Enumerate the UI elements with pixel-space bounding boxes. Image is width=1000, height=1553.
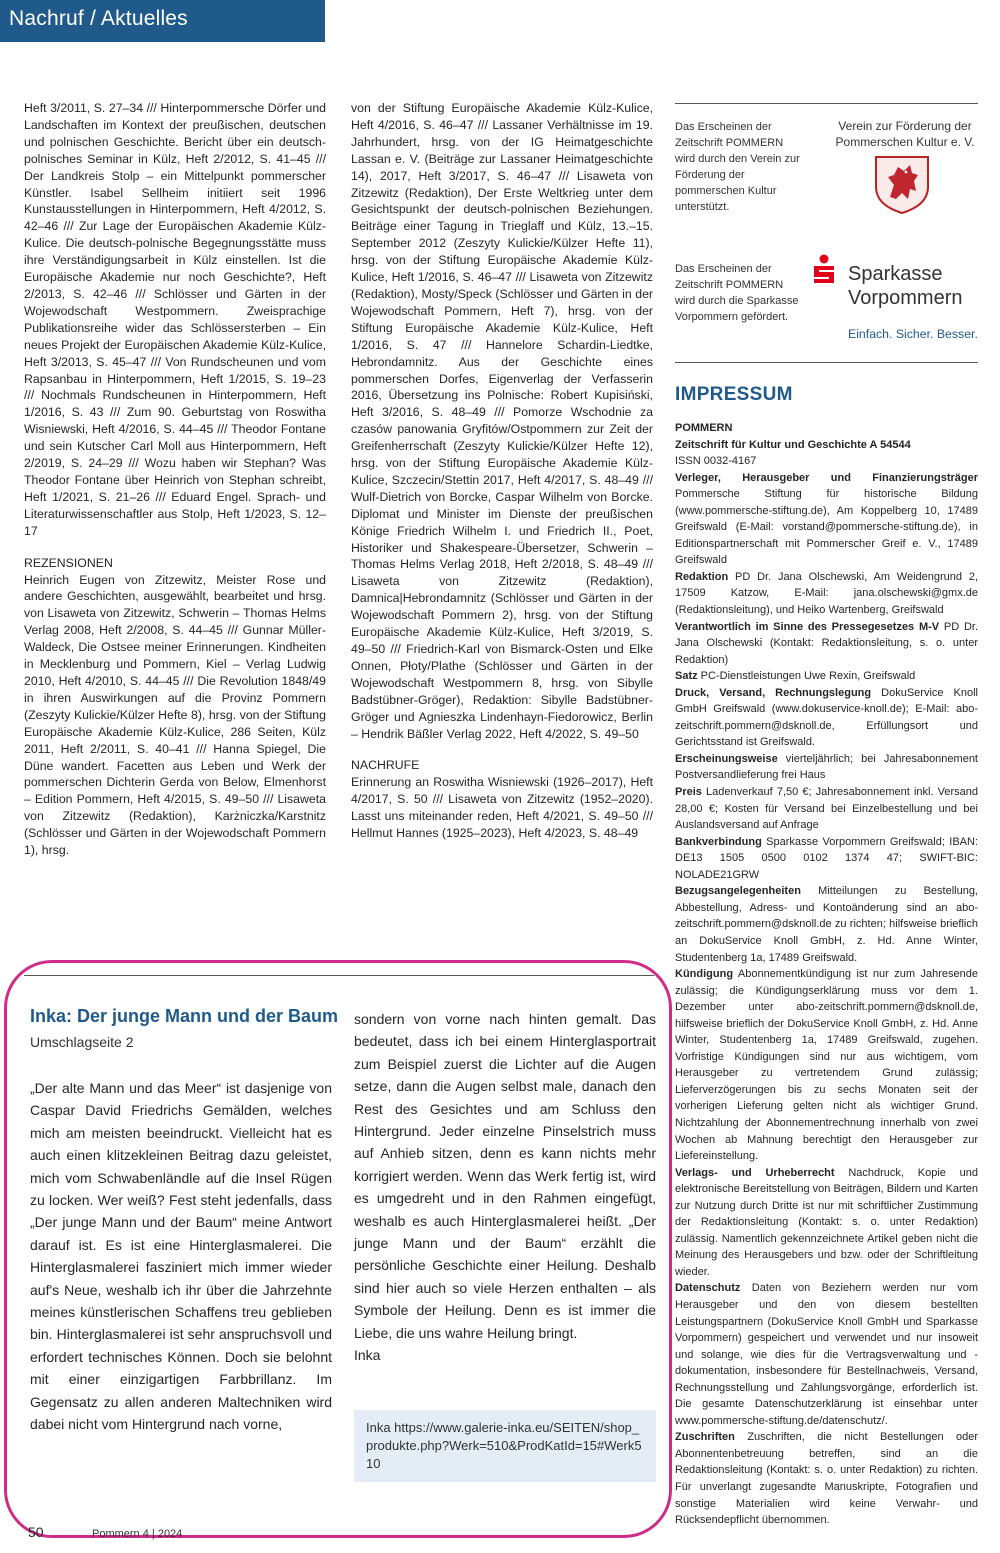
heading-nachrufe: NACHRUFE	[351, 758, 420, 773]
impressum-entry: Erscheinungsweise vierteljährlich; bei Jahresabonnement Postversandlieferung frei Haus	[675, 752, 978, 782]
sparkasse-logo-icon	[810, 254, 838, 284]
impressum-entry: Kündigung Abonnementkündigung ist nur zum Jahresende zulässig; die Kündigungserklärung muss vor dem 1. Dezember unter abo-zeitschrift.pommern@dsknoll.de, hilfsweise brieflich der DokuService Knoll GmbH, z. Hd. Anne Winter, Studentenberg 1a, 17489 Greifswald, zugehen. Vorfristige Kündigungen sind nur aus wichtigem, vom Herausgeber zu vertretendem Grund zulässig; Lieferverzögerungen bis zu sechs Monaten seit der vorherigen Lieferung gelten nicht als wichtiger Grund. Nichtzahlung der Abonnementrechnung innerhalb von zwei Wochen ab Mahnung berechtigt den Herausgeber zur Liefereinstellung.	[675, 968, 978, 1163]
bibliography-column-left	[24, 100, 326, 859]
gallery-link[interactable]: Inka https://www.galerie-inka.eu/SEITEN/shop_produkte.php?Werk=510&ProdKatId=15#Werk510	[366, 1420, 642, 1471]
verein-name: Verein zur Förderung der Pommerschen Kultur e. V.	[835, 119, 975, 149]
impressum-subtitle: Zeitschrift für Kultur und Geschichte A 54544	[675, 438, 911, 451]
impressum-entry: Redaktion PD Dr. Jana Olschewski, Am Weidengrund 2, 17509 Katzow, E-Mail: jana.olschewski@gmx.de (Redaktionsleitung), und Heiko Wartenberg, Greifswald	[675, 570, 978, 617]
impressum-entry: Druck, Versand, Rechnungslegung DokuService Knoll GmbH Greifswald (www.dokuservice-knoll.de); E-Mail: abo-zeitschrift.pommern@dsknoll.de, Erfüllungsort und Gerichtsstand ist Greifswald.	[675, 686, 978, 749]
impressum-entry: Bankverbindung Sparkasse Vorpommern Greifswald; IBAN: DE13 1505 0500 0102 1374 47; SWIFT-BIC: NOLADE21GRW	[675, 835, 978, 881]
sparkasse-name	[848, 262, 963, 310]
sidebar-top-rule	[675, 103, 978, 104]
impressum-entry: Zuschriften Zuschriften, die nicht Bestellungen oder Abonnentenbetreuung betreffen, sind an die Redaktionsleitung (Kontakt: s. o. unter Redaktion) zu richten. Für unverlangt zugesandte Manuskripte, Fotografien und sonstige Materialien wird keine Verwahr- und Rücksendepflicht übernommen.	[675, 1431, 978, 1527]
article-text-column-2	[354, 1008, 656, 1367]
impressum-entry: Verantwortlich im Sinne des Pressegesetzes M-V PD Dr. Jana Olschewski (Kontakt: Redaktionsleitung, s. o. unter Redaktion)	[675, 620, 979, 666]
article-text-column-2-body: sondern von vorne nach hinten gemalt. Das bedeutet, dass ich bei einem Hinterglasportrait zum Beispiel zuerst die Lichter auf die Augen setze, dann die Augen selbst male, danach den Rest des Gesichtes und am Schluss den Hintergrund. Jeder einzelne Pinselstrich muss auf Anhieb sitzen, denn es kann nichts mehr korrigiert werden. Wenn das Werk fertig ist, wird es umgedreht und in den Rahmen eingefügt, weshalb es auch Hinterglasmalerei heißt. „Der junge Mann und der Baum“ erzählt die persönliche Geschichte einer Heilung. Deshalb sind hier auch so viele Herzen enthalten – als Symbole der Heilung. Denn es ist immer die Liebe, die uns wahre Heilung bringt.	[354, 1011, 656, 1341]
section-header-title: Nachruf / Aktuelles	[9, 7, 188, 30]
footer-journal-issue: Pommern 4 | 2024	[92, 1528, 183, 1540]
impressum-entry: Preis Ladenverkauf 7,50 €; Jahresabonnement inkl. Versand 28,00 €; Kosten für Versand bei Einzelbestellung und bei Auslandsversand auf Anfrage	[675, 786, 978, 832]
sparkasse-name-line1: Sparkasse	[848, 263, 943, 285]
impressum-entry: Bezugsangelegenheiten Mitteilungen zu Bestellung, Abbestellung, Adress- und Kontoänderung sind an abo-zeitschrift.pommern@dsknoll.de zu richten; hilfsweise brieflich an DokuService Knoll GmbH, z. Hd. Anne Winter, Studentenberg 1a, 17489 Greifswald.	[675, 885, 978, 964]
sparkasse-name-line2: Vorpommern	[848, 287, 963, 309]
article-text-column-1: „Der alte Mann und das Meer“ ist dasjenige von Caspar David Friedrichs Gemälden, welches mich am meisten beeindruckt. Vielleicht hat es auch einen klitzekleinen Beitrag dazu geleistet, mich vom Schwabenländle auf die Insel Rügen zu locken. Wer weiß? Fest steht jedenfalls, dass „Der junge Mann und der Baum“ meine Antwort darauf ist. Es ist eine Hinterglasmalerei. Die Hinterglasmalerei fasziniert mich immer wieder auf's Neue, weshalb ich ihr über die Jahrzehnte meines künstlerischen Schaffens treu geblieben bin. Hinterglasmalerei ist sehr anspruchsvoll und erfordert technisches Können. Doch sie belohnt mit einer einzigartigen Farbbrillanz. Im Gegensatz zu allen anderen Maltechniken wird dabei nicht vom Hintergrund nach vorne,	[30, 1080, 332, 1433]
impressum-entry: Verleger, Herausgeber und Finanzierungsträger Pommersche Stiftung für historische Bildung (www.pommersche-stiftung.de), Am Koppelberg 10, 17489 Greifswald (E-Mail: vorstand@pommersche-stiftung.de), in Editionspartnerschaft mit Pommerscher Greif e. V., 17489 Greifswald	[675, 471, 978, 567]
impressum-journal: POMMERN	[675, 422, 733, 434]
sidebar-mid-rule	[675, 362, 978, 363]
heading-rezensionen: REZENSIONEN	[24, 555, 113, 570]
page-number: 50	[28, 1524, 44, 1540]
gallery-link-box	[354, 1410, 656, 1482]
article-subtitle: Umschlagseite 2	[30, 1034, 134, 1050]
article-signature: Inka	[354, 1347, 381, 1364]
impressum-entry: Satz PC-Dienstleistungen Uwe Rexin, Greifswald	[675, 670, 916, 683]
bibliography-reviews-continued: von der Stiftung Europäische Akademie Külz-Kulice, Heft 4/2016, S. 46–47 /// Lassaner Verhältnisse im 19. Jahrhundert, hrsg. von der IG Heimatgeschichte Lassan e. V. (Beiträge zur Lassaner Heimatgeschichte 14), 2017, Heft 3/2017, S. 46–47 /// Lisaweta von Zitzewitz (Redaktion), Der Erste Weltkrieg unter dem Gesichtspunkt der deutsch-polnischen Beziehungen. Beiträge einer Tagung in Trieglaff und Külz, 13.–15. September 2012 (Zeszyty Kulickie/Külzer Hefte 11), hrsg. von der Stiftung Europäische Akademie Külz-Kulice, Heft 1/2016, S. 46–47 /// Lisaweta von Zitzewitz (Redaktion), Mosty/Speck (Schlösser und Gärten in der Wojewodschaft Pommern, Heft 7), hrsg. von der Stiftung Europäische Akademie Külz-Kulice, Heft 1/2016, S. 47 /// Hannelore Schardin-Liedtke, Hebrondamnitz. Aus der Geschichte eines pommerschen Dorfes, Eigenverlag der Verfasserin 2016, Übersetzung ins Polnische: Robert Kupisiński, Heft 3/2016, S. 48–49 /// Pomorze Wschodnie za czasów panowania Gryfitów/Ostpommern zur Zeit der Greifenherrschaft (Zeszyty Kulickie/Külzer Hefte 12), hrsg. von der Stiftung Europäische Akademie Külz-Kulice, Szczecin/Stettin 2017, Heft 4/2017, S. 48–49 /// Wulf-Dietrich von Borcke, Caspar Wilhelm von Borcke. Diplomat und Minister im Dienste der preußischen Könige Friedrich Wilhelm I. und Friedrich II., Poet, Historiker und Shakespeare-Übersetzer, Schwerin – Thomas Helms Verlag 2018, Heft 2/2018, S. 48–49 /// Lisaweta von Zitzewitz (Redaktion), Damnica|Hebrondamnitz (Schlösser und Gärten in der Wojewodschaft Pommern 2), hrsg. von der Stiftung Europäische Akademie Külz-Kulice, Heft 3/2019, S. 49–50 /// Friedrich-Karl von Bismarck-Osten und Elke Onnen, Płoty/Plathe (Schlösser und Gärten in der Wojewodschaft Westpommern 8, hrsg. von Sibylle Badstübner-Gröger), Redaktion: Sibylle Badstübner-Gröger und Agnieszka Lindenhayn-Fiedorowicz, Berlin – Hendrik Bäßler Verlag 2022, Heft 4/2022, S. 49–50	[351, 101, 653, 741]
impressum-body	[675, 420, 978, 1529]
bibliography-obituaries: Erinnerung an Roswitha Wisniewski (1926–2017), Heft 4/2017, S. 50 /// Lisaweta von Zitzewitz (1952–2020). Lasst uns miteinander reden, Heft 4/2021, S. 49–50 /// Hellmut Hannes (1925–2023), Heft 4/2023, S. 48–49	[351, 775, 653, 841]
impressum-issn: ISSN 0032-4167	[675, 455, 757, 468]
article-title: Inka: Der junge Mann und der Baum	[30, 1006, 339, 1026]
verein-sponsor-note: Das Erscheinen der Zeitschrift POMMERN wird durch den Verein zur Förderung der pommerschen Kultur unterstützt.	[675, 121, 800, 213]
griffin-crest-icon	[870, 153, 934, 215]
impressum-entry: Verlags- und Urheberrecht Nachdruck, Kopie und elektronische Bereitstellung von Beiträgen, Bildern und Karten zur Nutzung durch Dritte ist nur mit schriftlicher Zustimmung der Redaktionsleitung (Kontakt: s. o. unter Redaktion) zulässig. Namentlich gekennzeichnete Artikel geben nicht die Meinung des Herausgebers und bzw. oder der Schriftleitung wieder.	[675, 1166, 978, 1278]
sparkasse-sponsor-note: Das Erscheinen der Zeitschrift POMMERN wird durch die Sparkasse Vorpommern gefördert.	[675, 263, 799, 323]
impressum-entry: Datenschutz Daten von Beziehern werden nur vom Herausgeber und den von diesem bestellten Leistungspartnern (DokuService Knoll GmbH und Sparkasse Vorpommern) gespeichert und verwendet und nur insoweit und solange, wie dies für die Vertragsverwaltung und -dokumentation, insbesondere für Bestellnachweis, Versand, Rechnungsstellung und Zahlungsvorgänge, erforderlich ist. Die gesamte Datenschutzerklärung ist einsehbar unter www.pommersche-stiftung.de/datenschutz/.	[675, 1282, 978, 1427]
bibliography-reviews: Heinrich Eugen von Zitzewitz, Meister Rose und andere Geschichten, ausgewählt, bearbeitet und hrsg. von Lisaweta von Zitzewitz, Schwerin – Thomas Helms Verlag 2008, Heft 2/2008, S. 44–45 /// Gunnar Müller-Waldeck, Die Ostsee meiner Erinnerungen. Kindheiten in Mecklenburg und Pommern, Kiel – Verlag Ludwig 2010, Heft 4/2010, S. 44–45 /// Die Revolution 1848/49 in ihren Auswirkungen auf die Provinz Pommern (Zeszyty Kulickie/Külzer Hefte 8), hrsg. von der Stiftung Europäische Akademie Külz-Kulice, 286 Seiten, Külz 2011, Heft 2/2011, S. 40–41 /// Hanna Spiegel, Die Düne wandert. Facetten aus Leben und Werk der pommerschen Dichterin Gerda von Below, Elmenhorst – Edition Pommern, Heft 4/2015, S. 49–50 /// Lisaweta von Zitzewitz (Redaktion), Karżniczka/Karstnitz (Schlösser und Gärten in der Wojewodschaft Pommern 1), hrsg.	[24, 572, 326, 858]
sparkasse-slogan: Einfach. Sicher. Besser.	[848, 327, 978, 341]
bibliography-articles-continued: Heft 3/2011, S. 27–34 /// Hinterpommersche Dörfer und Landschaften im Kontext der preußischen, deutschen und polnischen Geschichte. Bericht über ein deutsch-polnisches Seminar in Külz, Heft 2/2012, S. 41–45 /// Der Landkreis Stolp – ein Mittelpunkt pommerscher Künstler. Isabel Sellheim initiiert seit 1996 Kunstausstellungen in Hinterpommern, Heft 4/2012, S. 42–46 /// Zur Lage der Europäischen Akademie Külz-Kulice. Die deutsch-polnische Begegnungsstätte muss ihre Verständigungsarbeit in Külz einstellen. Ist die Europäische Akademie nur noch Geschichte?, Heft 2/2013, S. 42–46 /// Schlösser und Gärten in der Wojewodschaft Westpommern. Zweisprachige Publikationsreihe wider das Schlössersterben – Ein neues Projekt der Europäischen Akademie Külz-Kulice, Heft 3/2013, S. 45–47 /// Von Rundscheunen und vom Rapsanbau in Hinterpommern, Heft 1/2015, S. 19–23 /// Nochmals Rundscheunen in Hinterpommern, Heft 1/2016, S. 43 /// Zum 90. Geburtstag von Roswitha Wisniewski, Heft 4/2016, S. 44–45 /// Theodor Fontane und sein Kutscher Carl Moll aus Hinterpommern, Heft 2/2019, S. 24–29 /// Wozu haben wir Stephan? Was Theodor Fontane über Heinrich von Stephan schreibt, Heft 1/2021, S. 21–26 /// Eduard Engel. Sprach- und Literaturwissenschaftler aus Stolp, Heft 1/2023, S. 12–17	[24, 101, 326, 538]
impressum-title: IMPRESSUM	[675, 384, 793, 405]
bibliography-column-middle	[351, 100, 653, 842]
